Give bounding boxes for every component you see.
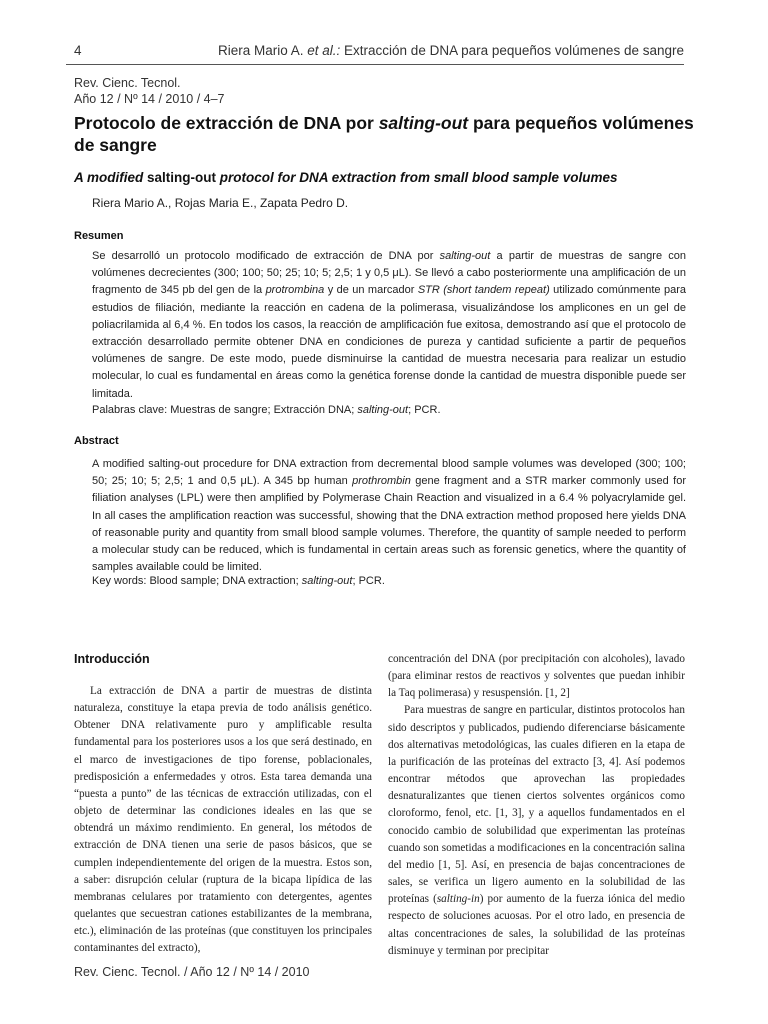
authors: Riera Mario A., Rojas Maria E., Zapata Pedro D.: [92, 196, 349, 210]
intro-paragraph-1: La extracción de DNA a partir de muestras de distinta naturaleza, constituye la etapa previa de todo análisis genético. Obtener DNA relativamente puro y amplificable resulta fundamental para los posteriores usos a los que será destinado, en el marco de investigaciones de tipo forense, poblacionales, predisposición a enfermedades y otros. Esta tarea demanda una “puesta a punto” de las técnicas de extracción utilizadas, con el objeto de determinar las condiciones ideales en las que se obtendrá un máximo rendimiento. En general, los métodos de extracción de DNA tienen una serie de pasos básicos, que se cumplen independientemente del origen de la muestra. Estos son, a saber: disrupción celular (ruptura de la bicapa lipídica de las membranas celulares por tratamiento con detergentes, agentes quelantes que secuestran cationes estabilizantes de la membrana, etc.), eliminación de las proteínas (que constituyen los principales contaminantes del extracto),: [74, 685, 372, 955]
intro-paragraph-1-continued: concentración del DNA (por precipitación con alcoholes), lavado (para eliminar restos de reactivos y solventes que puedan inhibir la Taq polimerasa) y resuspensión. [1, 2]: [388, 653, 685, 700]
abstract-heading: Abstract: [74, 435, 119, 447]
abstract-keywords: Key words: Blood sample; DNA extraction; salting-out; PCR.: [92, 575, 385, 587]
page-number: 4: [74, 43, 82, 58]
journal-citation: [74, 76, 225, 107]
page-footer: Rev. Cienc. Tecnol. / Año 12 / Nº 14 / 2010: [74, 965, 310, 979]
page-header: [74, 43, 684, 63]
introduccion-heading: Introducción: [74, 652, 150, 666]
english-title: A modified salting-out protocol for DNA extraction from small blood sample volumes: [74, 170, 618, 185]
resumen-text: Se desarrolló un protocolo modificado de extracción de DNA por salting-out a partir de muestras de sangre con volúmenes decrecientes (300; 100; 50; 25; 10; 5; 2,5; 1 y 0,5 μL). Se llevó a cabo posteriormente una amplificación de un fragmento de 345 pb del gen de la protrombina y de un marcador STR (short tandem repeat) utilizado comúnmente para estudios de filiación, mediante la reacción en cadena de la polimerasa, visualizándose los amplicones en un gel de poliacrilamida al 6,4 %. En todos los casos, la reacción de amplificación fue exitosa, demostrando así que el protocolo de extracción desarrollado permite obtener DNA en condiciones de pureza y cantidad suficiente a partir de pequeños volúmenes de sangre. De este modo, puede disminuirse la cantidad de muestra necesaria para realizar un estudio molecular, lo cual es fundamental en áreas como la genética forense donde la cantidad de muestra disponible puede ser limitada.: [92, 250, 687, 400]
body-column-left: [74, 683, 372, 958]
running-head: Riera Mario A. et al.: Extracción de DNA para pequeños volúmenes de sangre: [217, 43, 684, 58]
header-rule: [66, 64, 684, 65]
body-column-right: [388, 651, 685, 960]
article-title: Protocolo de extracción de DNA por salting-out para pequeños volúmenes de sangre: [74, 113, 694, 155]
intro-paragraph-2: Para muestras de sangre en particular, distintos protocolos han sido descriptos y publicados, pudiendo diferenciarse básicamente dos alternativas metodológicas, las cuales difieren en la etapa de la purificación de las proteínas del extracto [3, 4]. Así podemos encontrar métodos que aprovechan las propiedades desnaturalizantes que tienen ciertos solventes orgánicos como cloroformo, fenol, etc. [1, 3], y a aquellos fundamentados en el conocido cambio de solubilidad que experimentan las proteínas cuando son sometidas a modificaciones en la concentración salina del medio [1, 5]. Así, en presencia de bajas concentraciones de sales, se verifica un ligero aumento en la solubilidad de las proteínas (salting-in) por aumento de la fuerza iónica del medio respecto de soluciones acuosas. Por el otro lado, en presencia de altas concentraciones de sales, la solubilidad de las proteínas disminuye y terminan por precipitar: [388, 704, 686, 957]
journal-name: Rev. Cienc. Tecnol.: [74, 76, 181, 90]
journal-issue: Año 12 / Nº 14 / 2010 / 4–7: [74, 91, 225, 106]
resumen-heading: Resumen: [74, 230, 124, 242]
resumen-keywords: Palabras clave: Muestras de sangre; Extracción DNA; salting-out; PCR.: [92, 404, 441, 416]
abstract-text: A modified salting-out procedure for DNA extraction from decremental blood sample volumes was developed (300; 100; 50; 25; 10; 5; 2,5; 1 and 0,5 μL). A 345 bp human prothrombin gene fragment and a STR marker commonly used for filiation analyses (LPL) were then amplified by Polymerase Chain Reaction and visualized in a 6.4 % polyacrylamide gel. In all cases the amplification reaction was successful, showing that the DNA extraction method proposed here yields DNA of reasonable purity and quantity from small blood sample volumes. Therefore, the quantity of sample needed to perform a molecular study can be reduced, which is fundamental in certain areas such as forensic genetics, where the quantity of samples available could be limited.: [92, 458, 686, 574]
